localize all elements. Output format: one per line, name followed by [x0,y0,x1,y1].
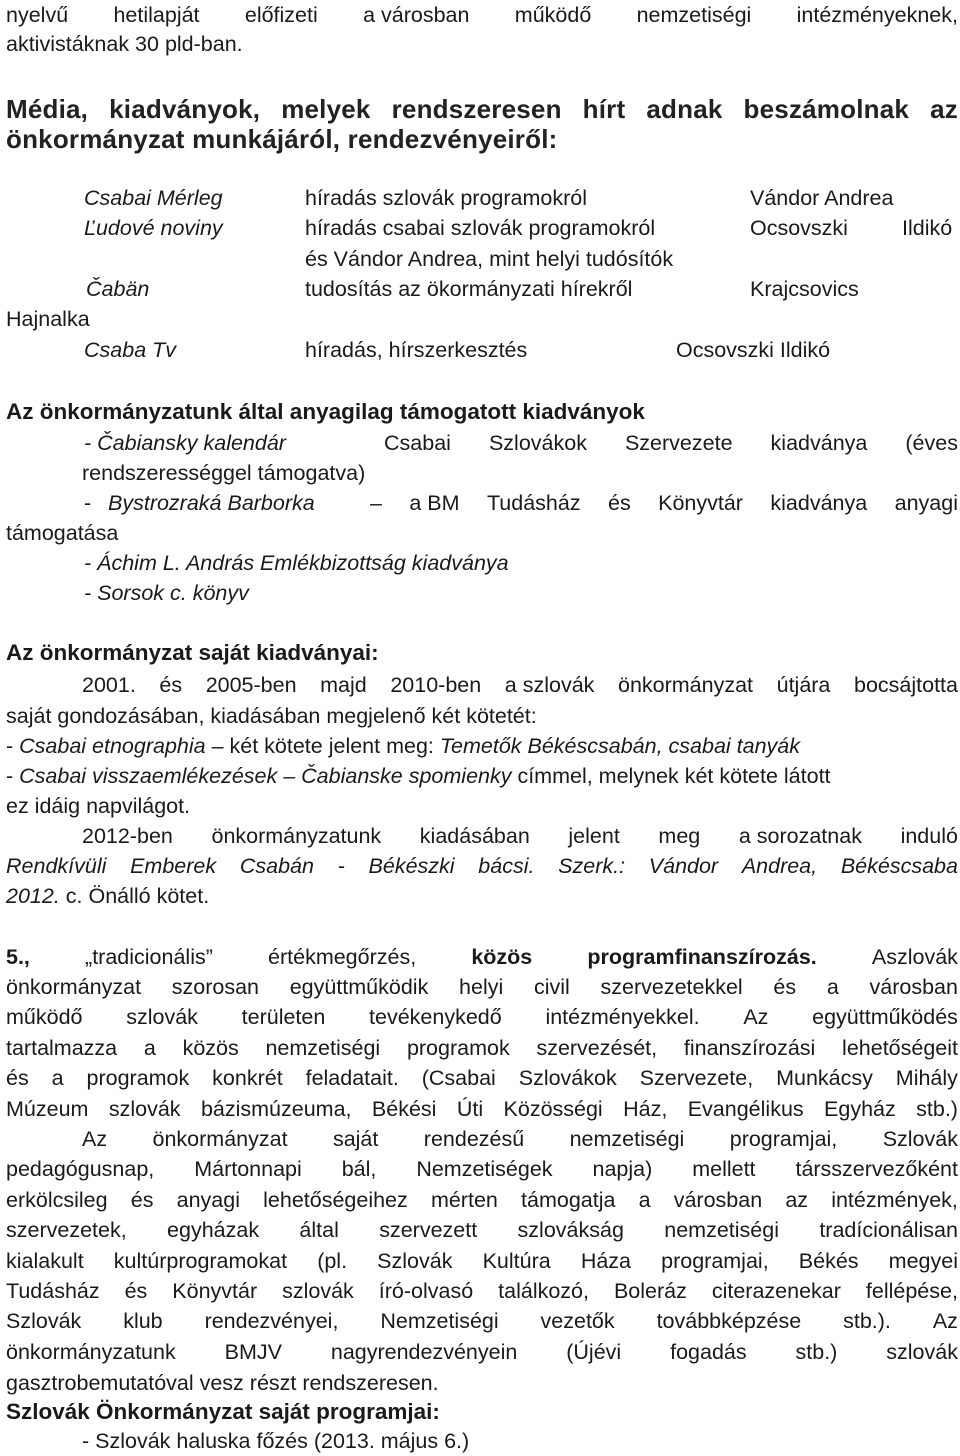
section5-last-line: gasztrobemutatóval vesz részt rendszeresen. [6,1371,439,1395]
section5-line-2: önkormányzat szorosan együttműködik helyi civil szervezetekkel és a városban [6,975,958,999]
section5-line-5: és a programok konkrét feladatait. (Csabai Szlovákok Szervezete, Munkácsy Mihály [6,1066,958,1091]
media-heading-line-2: önkormányzat munkájáról, rendezvényeiről: [6,124,558,154]
own-p2-line-3: 2012. c. Önálló kötet. [6,884,210,908]
own-p1-line-2: saját gondozásában, kiadásában megjelenő két kötetét: [6,704,537,728]
section5-line-6: Múzeum szlovák bázismúzeuma, Békési Úti Közösségi Ház, Evangélikus Egyház stb.) [6,1096,958,1121]
own-line-3: - Csabai etnographia – két kötete jelent meg: Temetők Békéscsabán, csabai tanyák [6,734,800,758]
media-desc: tudosítás az ökormányzati hírekről [305,277,633,301]
own-line-4: - Csabai visszaemlékezések – Čabianske spomienky címmel, melynek két kötete látott [6,764,831,788]
media-desc: híradás szlovák programokról [305,186,588,210]
intro-line-2: aktivistáknak 30 pld-ban. [6,32,243,56]
media-person: Krajcsovics [750,277,859,301]
intro-line-1: nyelvű hetilapját előfizeti a városban működő nemzetiségi intézményeknek, [6,3,958,27]
programs-heading: Szlovák Önkormányzat saját programjai: [6,1399,440,1424]
own-p1-line-1: 2001. és 2005-ben majd 2010-ben a szlovák önkormányzat útjára bocsájtotta [82,673,958,697]
media-name-caban: Čabän [86,277,150,301]
media-desc-cont: és Vándor Andrea, mint helyi tudósítók [305,247,674,271]
media-heading-line-1: Média, kiadványok, melyek rendszeresen hírt adnak beszámolnak az [6,94,958,124]
section5-line-12: Tudásház és Könyvtár szlovák író-olvasó találkozó, Boleráz citerazenekar fellépése, [6,1279,958,1303]
section5-line-14: önkormányzatunk BMJV nagyrendezvényein (Újévi fogadás stb.) szlovák [6,1339,958,1364]
supported-item-1-cont: rendszerességgel támogatva) [82,461,366,485]
section5-line-9: erkölcsileg és anyagi lehetőségeihez mérten támogatja a városban az intézmények, [6,1187,958,1212]
supported-heading: Az önkormányzatunk által anyagilag támogatott kiadványok [6,399,645,424]
section5-line-7: Az önkormányzat saját rendezésű nemzetiségi programjai, Szlovák [82,1127,958,1151]
own-line-5: ez idáig napvilágot. [6,794,191,818]
media-person: Ocsovszki Ildikó [676,338,831,362]
supported-item-1-rest: Csabai Szlovákok Szervezete kiadványa (éves [384,431,958,455]
supported-item-3: - Áchim L. András Emlékbizottság kiadványa [84,551,509,575]
media-person: Ildikó [902,216,953,240]
media-name-ludove-noviny: Ľudové noviny [84,216,223,240]
own-p2-line-1: 2012-ben önkormányzatunk kiadásában jelent meg a sorozatnak induló [82,824,958,848]
section5-line-3: működő szlovák területen tevékenykedő intézményekkel. Az együttműködés [6,1005,958,1030]
media-name-csabai-merleg: Csabai Mérleg [84,186,223,210]
media-name-csaba-tv: Csaba Tv [84,338,177,362]
supported-item-2-dash: - [84,491,92,515]
supported-item-2-rest: – a BM Tudásház és Könyvtár kiadványa anyagi [370,491,958,515]
media-person: Vándor Andrea [750,186,894,210]
section5-line-10: szervezetek, egyházak által szervezett szlovákság nemzetiségi tradícionálisan [6,1218,958,1243]
media-person-cont: Hajnalka [6,307,90,331]
own-heading: Az önkormányzat saját kiadványai: [6,640,379,665]
supported-item-2-cont: támogatása [6,521,119,545]
own-p2-line-2: Rendkívüli Emberek Csabán - Békészki bácsi. Szerk.: Vándor Andrea, Békéscsaba [6,854,958,878]
media-person: Ocsovszki [750,216,848,240]
media-desc: híradás csabai szlovák programokról [305,216,656,240]
supported-item-1-title: - Čabiansky kalendár [84,431,286,455]
supported-item-4: - Sorsok c. könyv [84,581,249,605]
media-desc: híradás, hírszerkesztés [305,338,528,362]
supported-item-2-title: Bystrozraká Barborka [108,491,315,515]
section5-line-4: tartalmazza a közös nemzetiségi programok szervezését, finanszírozási lehetőségeit [6,1035,958,1060]
programs-item-1: - Szlovák haluska főzés (2013. május 6.) [82,1429,470,1453]
section5-line-8: pedagógusnap, Mártonnapi bál, Nemzetiségek napja) mellett társszervezőként [6,1157,958,1182]
section5-line-11: kialakult kultúrprogramokat (pl. Szlovák Kultúra Háza programjai, Békés megyei [6,1248,958,1273]
section5-line-1: 5., „tradicionális” értékmegőrzés, közös programfinanszírozás. Aszlovák [6,945,958,969]
section5-line-13: Szlovák klub rendezvényei, Nemzetiségi vezetők továbbképzése stb.). Az [6,1309,958,1334]
